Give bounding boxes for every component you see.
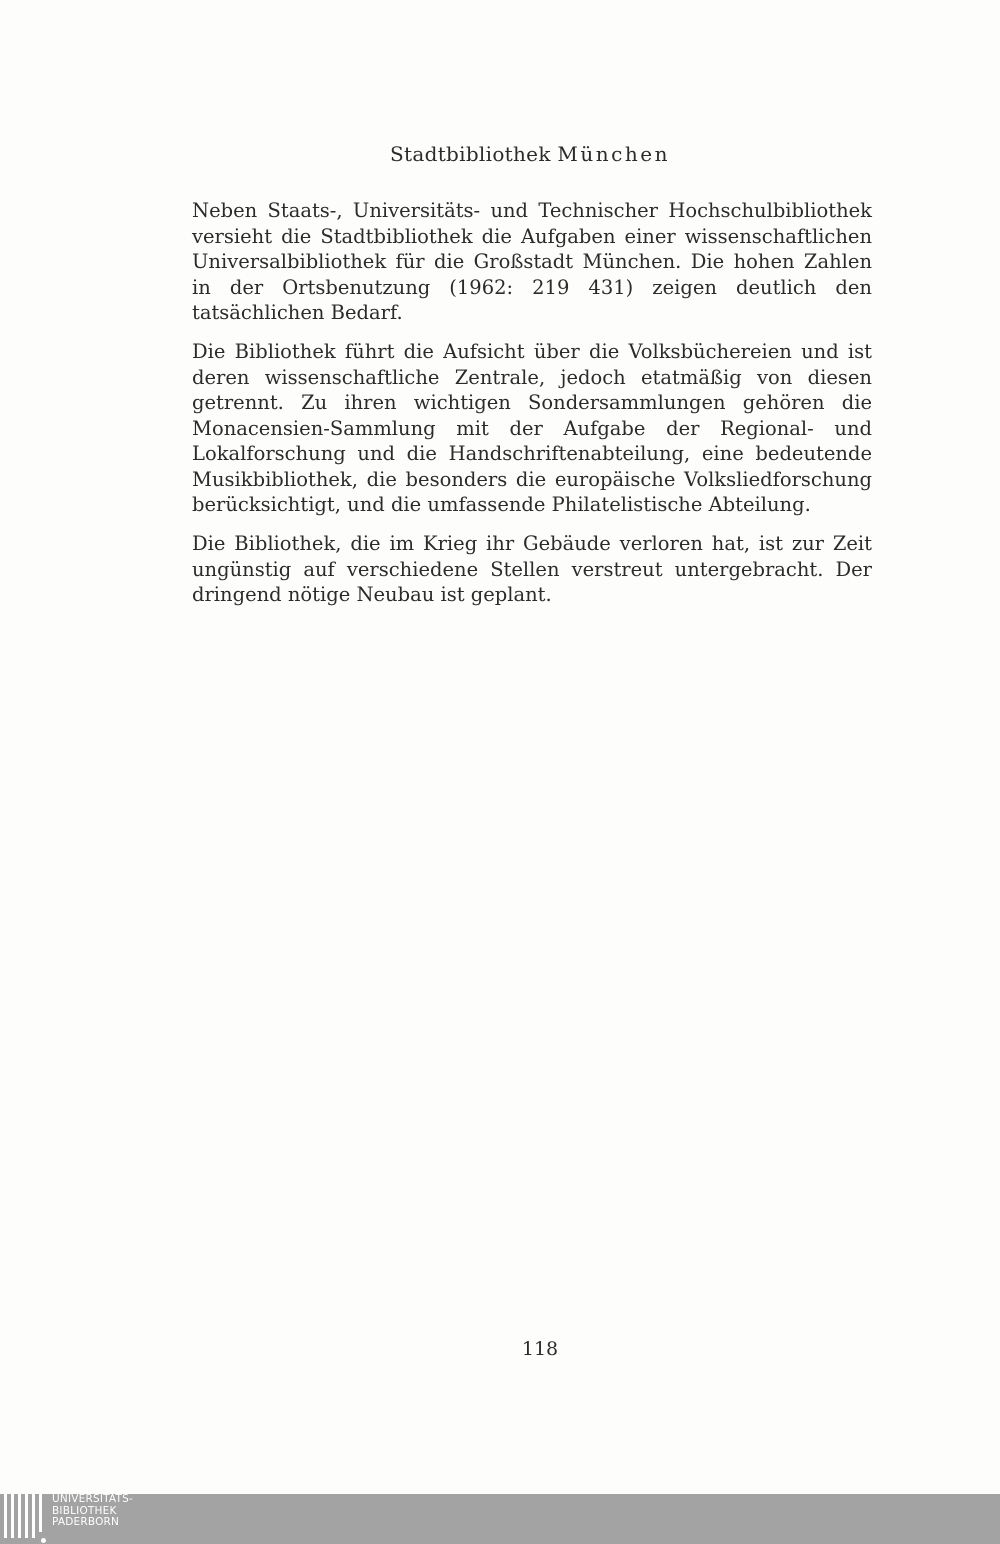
title-main: Stadtbibliothek [390, 142, 551, 166]
page-number: 118 [521, 1338, 559, 1360]
logo-line-1: UNIVERSITÄTS- [52, 1493, 133, 1505]
paragraph-2: Die Bibliothek führt die Aufsicht über die Volksbüchereien und ist deren wissenschaftliche Zentrale, jedoch etatmäßig von diesen getrennt. Zu ihren wichtigen Sondersammlungen gehören die Monacensien-Sammlung mit der Aufgabe der Regional- und Lokalforschung und die Handschriftenabteilung, eine bedeutende Musikbibliothek, die besonders die europäische Volksliedforschung berücksichtigt, und die umfassende Philatelistische Abteilung. [192, 340, 872, 516]
library-footer-bar [0, 1494, 1000, 1544]
library-logo-text [52, 1494, 133, 1529]
paragraph-3: Die Bibliothek, die im Krieg ihr Gebäude verloren hat, ist zur Zeit ungünstig auf verschiedene Stellen verstreut untergebracht. Der dringend nötige Neubau ist geplant. [192, 532, 872, 606]
logo-line-3: PADERBORN [52, 1516, 120, 1528]
logo-line-2: BIBLIOTHEK [52, 1504, 117, 1517]
paragraph-1: Neben Staats-, Universitäts- und Technischer Hochschulbibliothek versieht die Stadtbibliothek die Aufgaben einer wissenschaftlichen Universalbibliothek für die Großstadt München. Die hohen Zahlen in der Ortsbenutzung (1962: 219 431) zeigen deutlich den tatsächlichen Bedarf. [192, 199, 872, 324]
page-title [0, 142, 1000, 166]
library-logo-icon [4, 1494, 46, 1544]
logo-dot-icon [41, 1538, 46, 1543]
title-city: München [557, 142, 670, 166]
